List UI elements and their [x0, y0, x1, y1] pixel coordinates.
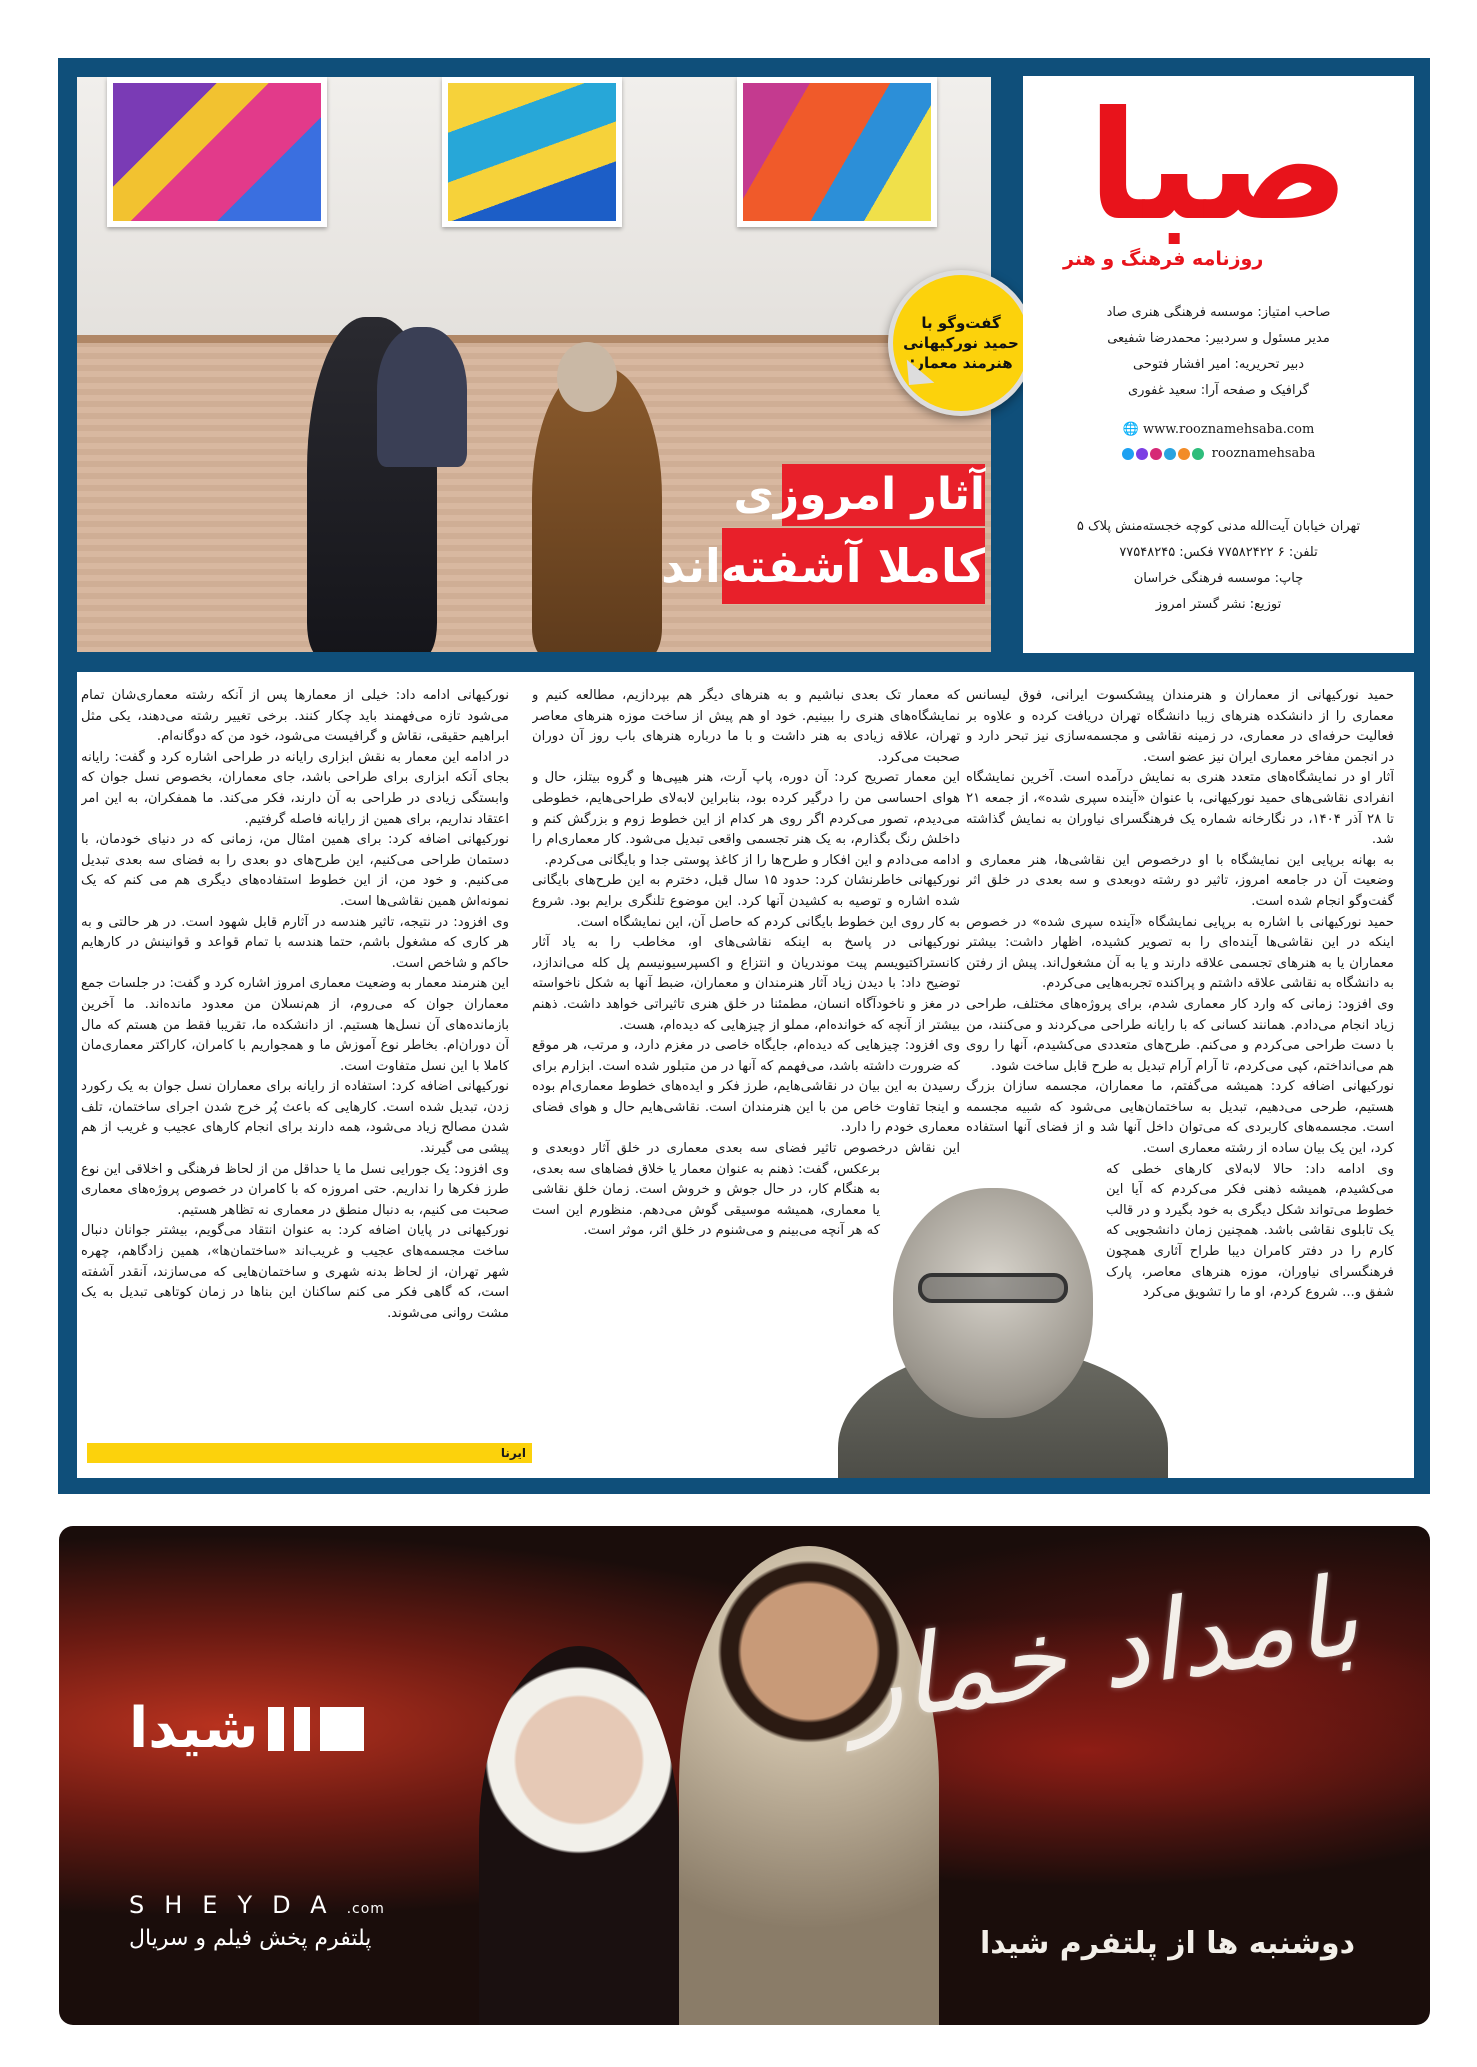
article-paragraph: وی افزود: یک جورایی نسل ما یا حداقل من از لحاظ فرهنگی و اخلاقی این نوع طرز فکرها را نداریم. حتی امروزه که با کامران در خصوص پروژه‌های معماری صحبت می کنیم، به دنبال منطق در معماری نه تظاهر هستیم. [81, 1161, 509, 1218]
globe-icon: 🌐 [1122, 422, 1139, 437]
baseboard [77, 335, 991, 343]
social-row [1023, 442, 1414, 466]
brand-en-text: SHEYDA [129, 1891, 347, 1919]
newspaper-logo: صبا [1087, 80, 1350, 254]
schedule-text: دوشنبه ها از پلتفرم شیدا [980, 1926, 1355, 1961]
article-paragraph: نورکیهانی خاطرنشان کرد: حدود ۱۵ سال قبل، دخترم به این طرح‌های بایگانی شده اشاره و توصیه به کشیدن آنها کرد. این موضوع تلنگری برایم بود. شروع به کار روی این خطوط بایگانی کردم که حاصل آن، این نمایشگاه است. [532, 873, 960, 930]
article-paragraph: نورکیهانی اضافه کرد: برای همین امثال من، زمانی که در دنیای خودمان، با دستمان طراحی می‌کنیم، این طرح‌های دو بعدی را به فضای سه بعدی تبدیل می‌کنیم. و خود من، از این خطوط استفاده‌های دیگری هم می کنم که یک نمونه‌اش همین نقاشی‌ها است. [81, 832, 509, 909]
logo-mark [320, 1707, 364, 1751]
phone-line: تلفن: ۶ ۷۷۵۸۲۴۲۲ فکس: ۷۷۵۴۸۲۴۵ [1119, 545, 1318, 560]
painting [737, 77, 937, 227]
brand-fa: شیدا [129, 1696, 259, 1761]
article-paragraph: نورکیهانی در پایان اضافه کرد: به عنوان انتقاد می‌گویم، بیشتر جوانان دنبال ساخت مجسمه‌های عجیب و غریب‌اند «ساختمان‌ها»، همین زادگاهم، چهره شهر تهران، از لحاظ بدنه شهری و ساختمان‌هایی که می‌سازند، آنقدر آشفته است، که گاهی فکر می کنم ساکنان این بناها در زمان کوتاهی تبدیل به یک مشت روانی می‌شوند. [81, 1223, 509, 1321]
logo-mark [294, 1707, 310, 1751]
article-paragraph: این هنرمند معمار به وضعیت معماری امروز اشاره کرد و گفت: در جلسات جمع معماران جوان که می‌روم، از هم‌نسلان من معدود مانده‌اند. ما آخرین بازمانده‌های آن نسل‌ها هستیم. از دانشکده ما، تقریبا فقط من هستم که مال آن دوران‌ام. بخاطر نوع آموزش ما و همجواریم با کامران، کاراکتر معماری‌مان کاملا با این نسل متفاوت است. [81, 976, 509, 1074]
credit-line: مدیر مسئول و سردبیر: محمدرضا شفیعی [1107, 331, 1330, 346]
article-paragraph: وی افزود: در نتیجه، تاثیر هندسه در آثارم قابل شهود است. در هر حالتی و به هر کاری که مشغول باشم، حتما هندسه با تمام قواعد و قوانینش در کارهایم حاکم و شاخص است. [81, 914, 509, 971]
article-paragraph: که معمار تک بعدی نباشیم و به هنرهای دیگر هم بپردازیم، مطالعه کنیم و نمایشگاه‌های هنری را ببینیم. خود او هم پیش از ساخت موزه هنرهای معاصر تهران، علاقه زیادی به هنر داشت و با ما درباره هنرهای باب روز آن دوران صحبت می‌کرد. [532, 688, 960, 765]
credit-line: گرافیک و صفحه آرا: سعید غفوری [1128, 383, 1309, 398]
bale-icon[interactable] [1192, 448, 1204, 460]
address-block [1023, 514, 1414, 618]
brand-domain: .com [346, 1901, 385, 1917]
article-paragraph: این معمار تصریح کرد: آن دوره، پاپ آرت، هنر هیپی‌ها و گروه بیتلز، حال و هوای احساسی من را درگیر کرده بود، بنابراین لابه‌لای طراحی‌هایم، خطوطی می‌دیدم، تصور می‌کردم اگر روی هر کدام از این خطوط زوم و بزرگش کنم و داخلش رنگ بگذارم، به یک هنر تجسمی واقعی تبدیل می‌شود. کار معماری‌ام را ادامه می‌دادم و این افکار و طرح‌ها را از کاغذ پوستی جدا و بایگانی می‌کردم. [532, 770, 960, 868]
article-paragraph: به بهانه برپایی این نمایشگاه با او درخصوص این نقاشی‌ها، هنر معماری و وضعیت آن در جامعه امروز، تاثیر دو رشته دوبعدی و سه بعدی در خلق اثر گفت‌وگو انجام شده است. [966, 852, 1394, 909]
article-paragraph: وی افزود: چیزهایی که دیده‌ام، جایگاه خاصی در مغزم دارد، و مرتب، هر موقع که ضرورت داشته باشد، می‌فهمم که آنها در من متبلور شده است. ابزارم برای رسیدن به این بیان در نقاشی‌هایم، طرز فکر و ایده‌های خطوط معماری‌ام بوده و اینجا تفاوت خاص من با این هنرمندان است. نقاشی‌هایم حال و هوای فضای معماری خودم را دارد. [532, 1038, 960, 1136]
headline-line1: آثار امروزی [782, 464, 985, 526]
web-info [1023, 418, 1414, 466]
eitaa-icon[interactable] [1178, 448, 1190, 460]
article-panel [77, 672, 1414, 1478]
kicker-text: گفت‌وگو با حمید نورکیهانی هنرمند معمار: [903, 314, 1019, 372]
artist-head [557, 342, 617, 412]
logo-tagline: روزنامه فرهنگ و هنر [1063, 248, 1264, 270]
article-column-3 [81, 686, 509, 1446]
portrait-head [893, 1188, 1093, 1418]
article-paragraph: آثار او در نمایشگاه‌های متعدد هنری به نمایش درآمده است. آخرین نمایشگاه انفرادی نقاشی‌های حمید نورکیهانی، با عنوان «آینده سپری شده»، از جمعه ۲۱ تا ۲۸ آذر ۱۴۰۴، در نگارخانه شماره یک فرهنگسرای نیاوران به نمایش گذاشته شد. [966, 770, 1394, 848]
source-credit: ایرنا [87, 1443, 532, 1463]
series-title: بامداد خمار [840, 1550, 1367, 1750]
article-paragraph: نورکیهانی اضافه کرد: استفاده از رایانه برای معماران نسل جوان به یک رکورد زدن، تبدیل شده است. کارهایی که باعث پُر خرج شدن اجرای ساختمان، تلف شدن مصالح زیاد می‌شود، همه دارند برای انجام کارهای عجیب و غریب از هم پیشی می گیرند. [81, 1079, 509, 1157]
credit-line: دبیر تحریریه: امیر افشار فتوحی [1132, 357, 1305, 372]
artist-portrait [798, 1178, 1171, 1478]
visitor-figure [377, 327, 467, 467]
sheyda-logo [129, 1696, 364, 1761]
painting [107, 77, 327, 227]
social-handle: rooznamehsaba [1211, 446, 1316, 461]
headline-line2: کاملا آشفته‌اند [722, 528, 985, 604]
article-paragraph: نورکیهانی اضافه کرد: همیشه می‌گفتم، ما معماران، مجسمه سازان بزرگ هستیم، طرحی می‌دهیم، تبدیل به ساختمان‌هایی می‌شود که شبیه مجسمه است. مجسمه‌های کاربردی که می‌توان داخل آنها شد و از فضای آنها استفاده کرد، این یک بیان ساده از رشته معماری است. [966, 1079, 1394, 1157]
credit-line: صاحب امتیاز: موسسه فرهنگی هنری صاد [1106, 305, 1331, 320]
article-paragraph: وی ادامه داد: حالا لابه‌لای کارهای خطی که می‌کشیدم، همیشه ذهنی فکر می‌کردم که آیا این خطوط می‌تواند شکل دیگری به خود بگیرد و در قالب یک تابلوی نقاشی باشد. همچنین زمان دانشجویی که کارم را در دفتر کامران دیبا طراح آثاری همچون فرهنگسرای نیاوران، موزه هنرهای معاصر، پارک شفق و... شروع کردم، او ما را تشویق می‌کرد [1106, 1161, 1394, 1301]
brand-en [129, 1891, 385, 1919]
article-paragraph: وی افزود: زمانی که وارد کار معماری شدم، برای پروژه‌های مختلف، طراحی زیاد انجام می‌دادم. همانند کسانی که با رایانه طراحی می‌کردند و می‌کنند، من با دست طراحی می‌کردم و می‌کنم. طرح‌های متعددی می‌کشیدم، آنها را روی هم می‌انداختم، کپی می‌کردم، تا آرام آرام تبدیل به طرح قابل ساخت شود. [966, 996, 1394, 1074]
address-line: تهران خیابان آیت‌الله مدنی کوچه خجسته‌منش پلاک ۵ [1076, 519, 1361, 534]
glasses-icon [918, 1273, 1068, 1303]
masthead [1023, 76, 1414, 653]
sheyda-advertisement[interactable] [59, 1526, 1430, 2025]
painting [442, 77, 622, 227]
article-paragraph: حمید نورکیهانی با اشاره به برپایی نمایشگاه «آینده سپری شده» در خصوص اینکه در این نقاشی‌ها آینده‌ای را به تصویر کشیده، اظهار داشت: بیشتر معماران یا به هنرهای تجسمی علاقه دارند و یا به آن مشغول‌اند. پیش از رفتن به دانشگاه به نقاشی علاقه داشتم و پراکنده تجربه‌هایی می‌کردم. [966, 914, 1394, 992]
instagram-icon[interactable] [1150, 448, 1162, 460]
distribution-line: توزیع: نشر گستر امروز [1155, 597, 1282, 612]
article-paragraph: نورکیهانی ادامه داد: خیلی از معمارها پس از آنکه رشته معماری‌شان تمام می‌شود تازه می‌فهمند باید چکار کنند. برخی تغییر رشته می‌دهند، یکی مثل ابراهیم حقیقی، نقاش و گرافیست می‌شود، خود من که دوگانه‌ام. [81, 688, 509, 745]
interview-kicker-bubble [888, 270, 1034, 416]
rubika-icon[interactable] [1136, 448, 1148, 460]
website-link[interactable]: www.rooznamehsaba.com [1143, 422, 1315, 437]
article-paragraph: حمید نورکیهانی از معماران و هنرمندان پیشکسوت ایرانی، فوق لیسانس معماری را از دانشکده هنرهای زیبا دانشگاه تهران دریافت کرده و علاوه بر فعالیت حرفه‌ای در معماری، در زمینه نقاشی و مجسمه‌سازی نیز تبحر دارد و در انجمن مفاخر معماری ایران نیز عضو است. [966, 688, 1394, 765]
twitter-icon[interactable] [1122, 448, 1134, 460]
article-paragraph: این نقاش درخصوص تاثیر فضای سه بعدی معماری در خلق آثار دوبعدی و برعکس، گفت: ذهنم به عنوان معمار یا خلاق فضاهای سه بعدی، به هنگام کار، در حال جوش و خروش است. زمان خلق نقاشی یا معماری، همیشه موسیقی گوش می‌دهم. منظورم این است که هر آنچه می‌بینم و می‌شنوم در خلق اثر، موثر است. [532, 1141, 960, 1239]
print-line: چاپ: موسسه فرهنگی خراسان [1133, 571, 1304, 586]
credits [1023, 300, 1414, 404]
telegram-icon[interactable] [1164, 448, 1176, 460]
logo-mark [268, 1707, 284, 1751]
brand-tagline: پلتفرم پخش فیلم و سریال [129, 1926, 372, 1951]
ad-actress-figure [479, 1646, 679, 2025]
article-paragraph: نورکیهانی در پاسخ به اینکه نقاشی‌های او، مخاطب را به یاد آثار کانستراکتیویسم پیت موندریان و انتزاع و اکسپرسیونیسم پل کله می‌اندازد، توضیح داد: با دیدن زیاد آثار هنرمندان و معماران، ضبط آنها به شکل ناخواسته در مغز و ناخودآگاه انسان، مطمئنا در خلق هنری تاثیراتی خواهد داشت. ذهنم بیشتر از آنچه که خوانده‌ام، مملو از چیزهایی که دیده‌ام، هست. [532, 935, 960, 1033]
article-paragraph: در ادامه این معمار به نقش ابزاری رایانه در طراحی اشاره کرد و گفت: رایانه بجای آنکه ابزاری برای طراحی باشد، جای معماران، بخصوص نسل جوان که وابستگی زیادی در طراحی به آن دارند، فکر می‌کند. ما همفکران، به این امر اعتقاد نداریم، برای همین از رایانه فاصله گرفتیم. [81, 749, 509, 827]
